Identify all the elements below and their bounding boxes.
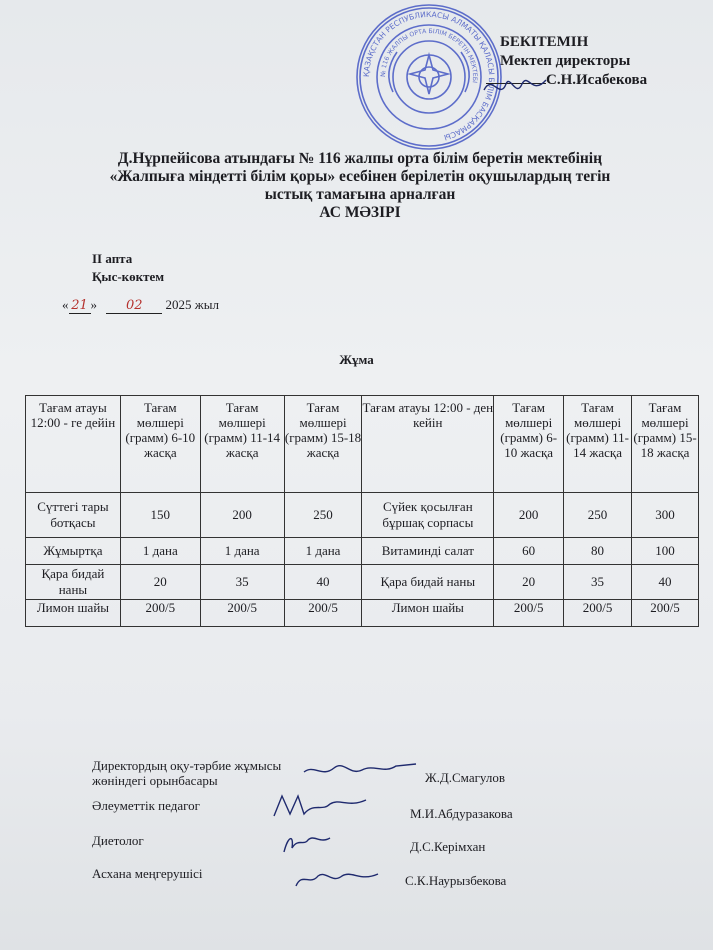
stamp-outer-text: ҚАЗАҚСТАН РЕСПУБЛИКАСЫ АЛМАТЫ ҚАЛАСЫ БІЛІМ БАСҚАРМАСЫ — [361, 9, 497, 143]
table-cell: 1 дана — [284, 538, 362, 565]
table-header-row — [26, 396, 699, 493]
signature-name: М.И.Абдуразакова — [410, 806, 513, 821]
table-cell: Қара бидай наны — [26, 565, 121, 600]
table-row — [26, 493, 699, 538]
signature-name: С.К.Наурызбекова — [405, 873, 507, 888]
table-cell: Лимон шайы — [26, 600, 121, 627]
table-cell: 200/5 — [494, 600, 564, 627]
table-cell: 40 — [284, 565, 362, 600]
table-cell: Қара бидай наны — [362, 565, 494, 600]
document-title — [60, 150, 660, 222]
table-cell: 1 дана — [120, 538, 200, 565]
header-cell: Тағам атауы 12:00 - ден кейін — [362, 396, 494, 493]
signature-name: Д.С.Керімхан — [410, 839, 486, 854]
signature-position: Диетолог — [92, 833, 144, 848]
table-cell: 150 — [120, 493, 200, 538]
table-cell: 200/5 — [120, 600, 200, 627]
signature-position: Әлеуметтік педагог — [92, 798, 200, 813]
table-cell: 200/5 — [564, 600, 632, 627]
header-cell: Тағам мөлшері (грамм) 6-10 жасқа — [494, 396, 564, 493]
week-label: ІІ апта — [92, 251, 133, 266]
title-line-1: Д.Нұрпейісова атындағы № 116 жалпы орта білім беретін мектебінің — [117, 150, 603, 167]
handwritten-signature — [300, 758, 420, 784]
signature-name: Ж.Д.Смагулов — [425, 770, 505, 785]
table-cell: 40 — [632, 565, 699, 600]
approval-position: Мектеп директоры — [500, 53, 631, 69]
period-block — [92, 250, 164, 286]
table-cell: 200/5 — [632, 600, 699, 627]
handwritten-signature — [292, 866, 382, 892]
day-name: Жұма — [339, 352, 374, 367]
date-month: 02 — [106, 298, 162, 314]
title-line-3: ыстық тамағына арналған — [264, 186, 456, 203]
table-row — [26, 600, 699, 627]
table-cell: 250 — [564, 493, 632, 538]
director-name: С.Н.Исабекова — [546, 72, 648, 88]
table-row — [26, 565, 699, 600]
table-row — [26, 538, 699, 565]
table-cell: 60 — [494, 538, 564, 565]
approval-heading: БЕКІТЕМІН — [500, 34, 589, 50]
signature-position: Директордың оқу-тәрбие жұмысы жөніндегі орынбасары — [92, 758, 282, 788]
date-year: 2025 жыл — [165, 297, 219, 312]
director-signature — [480, 70, 550, 106]
table-cell: 80 — [564, 538, 632, 565]
header-cell: Тағам мөлшері (грамм) 6-10 жасқа — [120, 396, 200, 493]
date-day: 21 — [69, 298, 91, 314]
table-cell: Витаминді салат — [362, 538, 494, 565]
table-cell: 200/5 — [284, 600, 362, 627]
table-cell: 250 — [284, 493, 362, 538]
table-cell: 35 — [564, 565, 632, 600]
table-cell: 20 — [494, 565, 564, 600]
table-cell: 35 — [200, 565, 284, 600]
signature-position: Асхана меңгерушісі — [92, 866, 203, 881]
table-cell: Сүйек қосылған бұршақ сорпасы — [362, 493, 494, 538]
handwritten-signature — [278, 828, 338, 858]
stamp-inner-text: № 116 ЖАЛПЫ ОРТА БІЛІМ БЕРЕТІН МЕКТЕБІ — [379, 27, 479, 84]
menu-table — [25, 395, 699, 627]
table-cell: 100 — [632, 538, 699, 565]
table-cell: 200 — [494, 493, 564, 538]
table-cell: 1 дана — [200, 538, 284, 565]
table-cell: 300 — [632, 493, 699, 538]
header-cell: Тағам мөлшері (грамм) 15-18 жасқа — [284, 396, 362, 493]
table-cell: Жұмыртқа — [26, 538, 121, 565]
menu-date: « 21 » 02 2025 жыл — [62, 297, 219, 313]
handwritten-signature — [270, 790, 370, 822]
header-cell: Тағам мөлшері (грамм) 15-18 жасқа — [632, 396, 699, 493]
table-cell: 200 — [200, 493, 284, 538]
title-line-4: АС МӘЗІРІ — [319, 204, 401, 221]
season-label: Қыс-көктем — [92, 269, 165, 284]
table-cell: 20 — [120, 565, 200, 600]
table-cell: 200/5 — [200, 600, 284, 627]
table-cell: Сүттегі тары ботқасы — [26, 493, 121, 538]
table-cell: Лимон шайы — [362, 600, 494, 627]
header-cell: Тағам мөлшері (грамм) 11-14 жасқа — [200, 396, 284, 493]
header-cell: Тағам мөлшері (грамм) 11-14 жасқа — [564, 396, 632, 493]
title-line-2: «Жалпыға міндетті білім қоры» есебінен берілетін оқушылардың тегін — [109, 168, 611, 185]
header-cell: Тағам атауы 12:00 - ге дейін — [26, 396, 121, 493]
